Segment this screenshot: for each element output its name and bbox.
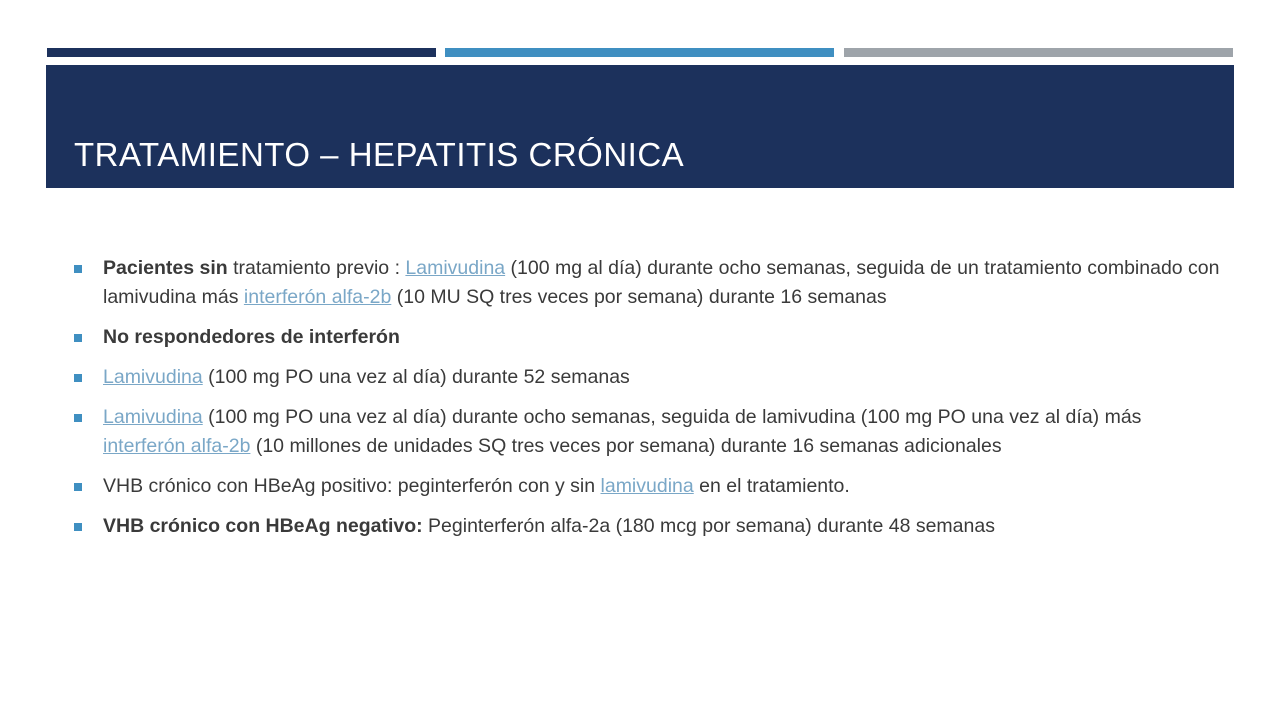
bullet-hbeag-negative — [74, 512, 1224, 541]
lamivudina-link[interactable]: Lamivudina — [405, 257, 506, 279]
square-bullet-icon — [74, 265, 82, 273]
bullet-lamivudina-combination — [74, 403, 1224, 461]
bullet-text: (100 mg PO una vez al día) durante ocho semanas, seguida de lamivudina (100 mg PO una vez al día) más — [202, 406, 1142, 428]
title-banner — [46, 65, 1234, 188]
bullet-bold-label: No respondedores de interferón — [103, 326, 400, 348]
bullet-text: en el tratamiento. — [693, 475, 850, 497]
bullet-interferon-nonresponders — [74, 323, 1224, 352]
square-bullet-icon — [74, 334, 82, 342]
bullet-text: (10 MU SQ tres veces por semana) durante 16 semanas — [391, 286, 887, 308]
bullet-list — [74, 254, 1224, 552]
square-bullet-icon — [74, 374, 82, 382]
bullet-hbeag-positive — [74, 472, 1224, 501]
bullet-bold-label: Pacientes sin — [103, 257, 228, 279]
bullet-untreated-patients — [74, 254, 1224, 312]
bullet-text: tratamiento previo : — [227, 257, 406, 279]
accent-bar-gray — [844, 48, 1233, 57]
bullet-text: VHB crónico con HBeAg positivo: peginterferón con y sin — [103, 475, 601, 497]
bullet-text: (10 millones de unidades SQ tres veces por semana) durante 16 semanas adicionales — [250, 435, 1002, 457]
bullet-text: (100 mg al día) durante ocho semanas, seguida de un tratamiento combinado con lamivudina más — [103, 257, 1220, 308]
slide-title: TRATAMIENTO – HEPATITIS CRÓNICA — [74, 136, 685, 173]
square-bullet-icon — [74, 523, 82, 531]
lamivudina-link[interactable]: Lamivudina — [103, 366, 203, 388]
lamivudina-link[interactable]: lamivudina — [600, 475, 694, 497]
accent-bar-blue — [445, 48, 834, 57]
bullet-text: Peginterferón alfa-2a (180 mcg por semana) durante 48 semanas — [422, 515, 995, 537]
accent-bar-navy — [47, 48, 436, 57]
square-bullet-icon — [74, 414, 82, 422]
bullet-text: (100 mg PO una vez al día) durante 52 semanas — [202, 366, 630, 388]
lamivudina-link[interactable]: Lamivudina — [103, 406, 203, 428]
square-bullet-icon — [74, 483, 82, 491]
interferon-alfa-2b-link[interactable]: interferón alfa-2b — [103, 435, 251, 457]
bullet-lamivudina-52-weeks — [74, 363, 1224, 392]
bullet-bold-label: VHB crónico con HBeAg negativo: — [103, 515, 423, 537]
interferon-alfa-2b-link[interactable]: interferón alfa-2b — [243, 286, 392, 308]
